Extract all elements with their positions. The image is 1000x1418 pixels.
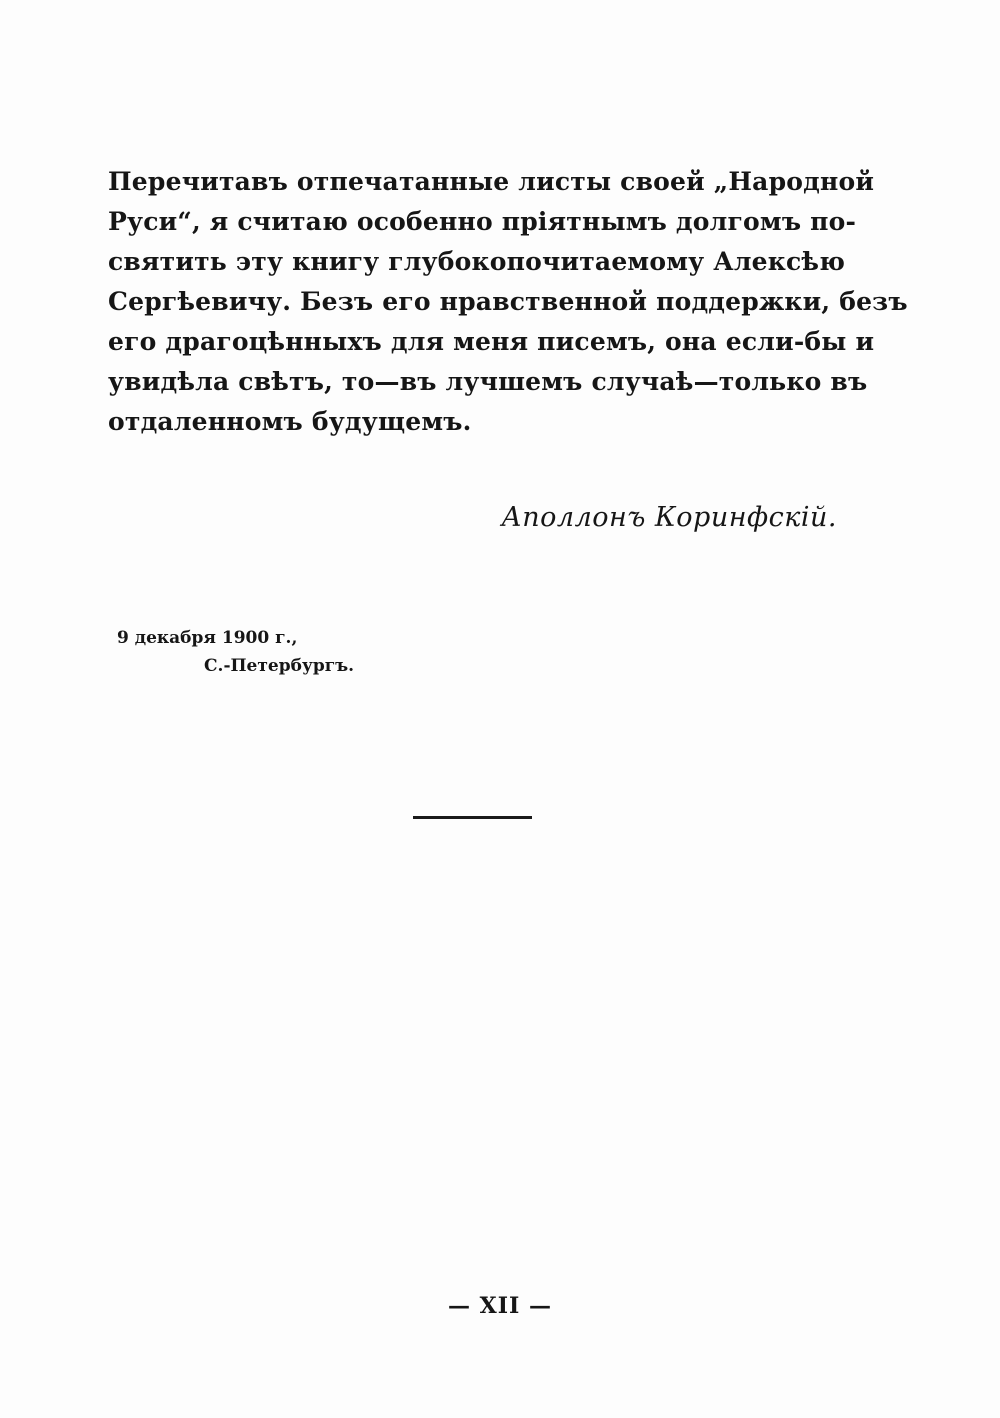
dedication-line: Руси“, я считаю особенно прiятнымъ долгомъ по- bbox=[108, 207, 857, 236]
dedication-line: Сергѣевичу. Безъ его нравственной поддержки, безъ bbox=[108, 287, 908, 316]
page-number: — XII — bbox=[448, 1293, 552, 1319]
dedication-line: Перечитавъ отпечатанные листы своей „Народной bbox=[108, 167, 875, 196]
dedication-paragraph bbox=[108, 162, 908, 442]
dedication-line: святить эту книгу глубокопочитаемому Алексѣю bbox=[108, 247, 846, 276]
author-signature: Аполлонъ Коринфскiй. bbox=[501, 502, 837, 533]
place-line: С.-Петербургъ. bbox=[204, 656, 355, 676]
horizontal-rule bbox=[413, 816, 532, 819]
dedication-line: отдаленномъ будущемъ. bbox=[108, 407, 472, 436]
date-line: 9 декабря 1900 г., bbox=[117, 628, 298, 648]
dedication-line: увидѣла свѣтъ, то—въ лучшемъ случаѣ—только въ bbox=[108, 367, 868, 396]
dedication-line: его драгоцѣнныхъ для меня писемъ, она если-бы и bbox=[108, 327, 875, 356]
